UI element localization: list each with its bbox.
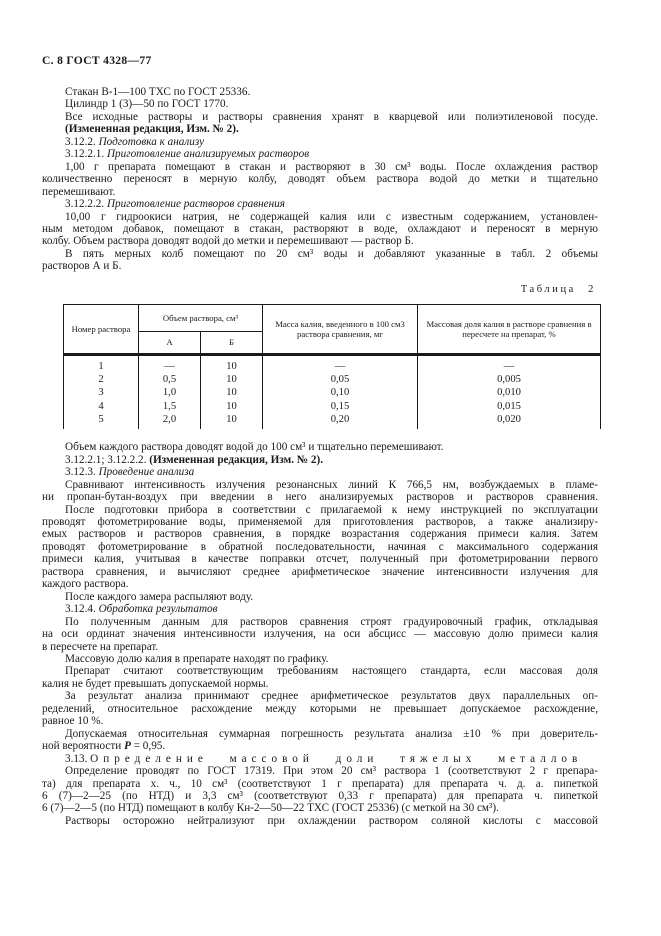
text-segment: примеси калия, учитывая в качестве поправки отсчет, полученный при фотометрировании первого xyxy=(42,553,598,566)
text-line xyxy=(42,86,598,98)
text-segment: 3.12.2.1; 3.12.2.2. xyxy=(65,453,150,466)
text-line xyxy=(42,553,598,565)
body-text xyxy=(42,86,598,827)
text-line xyxy=(42,504,598,516)
table-cell: 1,0 xyxy=(139,386,201,399)
text-line xyxy=(42,715,598,727)
text-line xyxy=(42,136,598,148)
text-line xyxy=(42,186,598,198)
table-cell: 0,5 xyxy=(139,373,201,386)
table-cell: — xyxy=(418,354,601,373)
text-segment: перемешивают. xyxy=(42,185,116,198)
text-segment: После подготовки прибора в соответствии с прилагаемой к нему инструкцией по эксплуатации xyxy=(65,503,598,516)
table-cell: 2 xyxy=(64,373,139,386)
table-2-header xyxy=(64,304,601,354)
text-segment: Р xyxy=(124,740,131,753)
text-segment: Растворы осторожно нейтрализуют при охлаждении раствором соляной кислоты с массовой xyxy=(65,814,598,827)
text-segment: ным методом добавок, помещают в стакан, растворяют в воде, охлаждают и переносят в мерную xyxy=(42,222,598,235)
table-header-cell: Номер раствора xyxy=(64,304,139,354)
text-segment: В пять мерных колб помещают по 20 см³ воды и добавляют указанные в табл. 2 объемы xyxy=(65,247,598,260)
table-cell: 0,015 xyxy=(418,400,601,413)
text-line xyxy=(42,528,598,540)
text-segment: Приготовление анализируемых растворов xyxy=(106,148,310,161)
text-segment: За результат анализа принимают среднее арифметическое результатов двух параллельных оп- xyxy=(65,690,598,703)
text-line xyxy=(42,665,598,677)
text-line xyxy=(42,260,598,272)
text-line xyxy=(42,441,598,453)
text-segment: проводят фотометрирование в обратной последовательности, начиная с максимального содержания xyxy=(42,540,598,553)
text-segment: в пересчете на препарат. xyxy=(42,640,159,653)
text-segment: Объем каждого раствора доводят водой до 100 см³ и тщательно перемешивают. xyxy=(65,441,444,454)
text-line xyxy=(42,815,598,827)
text-segment: Подготовка к анализу xyxy=(98,135,205,148)
text-line xyxy=(42,616,598,628)
text-segment: 6 (7)—2—25 (по НТД) и 3,3 см³ (соответствуют 0,33 г препарата) для препарата ч. пипеткой xyxy=(42,789,598,802)
table-header-cell: Массовая доля калия в растворе сравнения в пересчете на препарат, % xyxy=(418,304,601,354)
text-line xyxy=(42,123,598,135)
text-block-before-table xyxy=(42,86,598,273)
text-segment: Сравнивают интенсивность излучения резонансных линий К 766,5 нм, возбуждаемых в пламе- xyxy=(65,478,598,491)
table-cell: 4 xyxy=(64,400,139,413)
text-segment: Препарат считают соответствующим требованиям настоящего стандарта, если массовая доля xyxy=(65,665,598,678)
text-segment: Массовую долю калия в препарате находят по графику. xyxy=(65,652,329,665)
text-segment: ни пропан-бутан-воздух при введении в него анализируемых растворов и растворов сравнения. xyxy=(42,491,598,504)
text-segment: ределений, относительное расхождение между которыми не превышает допускаемое расхождение, xyxy=(42,702,598,715)
text-segment: 3.13. xyxy=(65,752,91,765)
table-caption: Таблица 2 xyxy=(520,283,596,295)
text-segment: Определение проводят по ГОСТ 17319. При этом 20 см³ раствора 1 (соответствуют 2 г препара- xyxy=(65,765,598,778)
table-cell: 0,010 xyxy=(418,386,601,399)
text-segment: 3.12.3. xyxy=(65,466,99,479)
table-cell: 0,20 xyxy=(263,413,418,429)
text-segment: Цилиндр 1 (3)—50 по ГОСТ 1770. xyxy=(65,98,229,111)
text-segment: 6 (7)—2—5 (по НТД) помещают в колбу Кн-2—50—22 ТХС (ГОСТ 25336) (с меткой на 30 см³). xyxy=(42,802,499,815)
table-header-cell: Б xyxy=(201,331,263,354)
table-cell: 5 xyxy=(64,413,139,429)
text-line xyxy=(42,778,598,790)
text-segment: 1,00 г препарата помещают в стакан и растворяют в 30 см³ воды. После охлаждения раствор xyxy=(65,160,598,173)
table-cell: — xyxy=(263,354,418,373)
table-row xyxy=(64,354,601,373)
text-line xyxy=(42,578,598,590)
table-cell: 0,005 xyxy=(418,373,601,386)
text-segment: = 0,95. xyxy=(130,740,166,753)
text-segment: Обработка результатов xyxy=(98,603,218,616)
table-cell: 10 xyxy=(201,400,263,413)
table-cell: 0,05 xyxy=(263,373,418,386)
table-cell: 0,020 xyxy=(418,413,601,429)
table-cell: 10 xyxy=(201,413,263,429)
text-segment: 10,00 г гидроокиси натрия, не содержащей калия или с известным содержанием, установлен- xyxy=(65,210,598,223)
text-segment: После каждого замера распыляют воду. xyxy=(65,590,254,603)
table-cell: 3 xyxy=(64,386,139,399)
table-row xyxy=(64,373,601,386)
table-cell: 0,15 xyxy=(263,400,418,413)
text-line xyxy=(42,591,598,603)
text-line xyxy=(42,454,598,466)
text-segment: 3.12.2.2. xyxy=(65,198,107,211)
text-line xyxy=(42,653,598,665)
text-segment: на оси ординат значения интенсивности излучения, на оси абсцисс — массовую долю примеси калия xyxy=(42,628,598,641)
text-line xyxy=(42,728,598,740)
table-2 xyxy=(63,304,601,429)
text-segment: 3.12.4. xyxy=(65,603,99,616)
table-cell: 10 xyxy=(201,373,263,386)
text-segment: емых растворов и растворов сравнения, в порядке возрастания содержания примеси калия. Затем xyxy=(42,528,598,541)
text-line xyxy=(42,641,598,653)
text-segment: количественно переносят в мерную колбу, доводят объем раствора водой до метки и тщательно xyxy=(42,173,598,186)
table-cell: 10 xyxy=(201,354,263,373)
text-segment: раствора сравнения, и вычисляют среднее арифметическое значение интенсивности излучения для xyxy=(42,565,598,578)
text-line xyxy=(42,678,598,690)
text-block-after-table xyxy=(42,441,598,827)
text-line xyxy=(42,740,598,752)
text-segment: Определение массовой доли тяжелых металлов xyxy=(90,752,583,765)
text-segment: Все исходные растворы и растворы сравнения хранят в кварцевой или полиэтиленовой посуде. xyxy=(65,110,598,123)
text-line xyxy=(42,466,598,478)
text-segment: растворов А и Б. xyxy=(42,260,122,273)
text-segment: калия не будет превышать допускаемой нормы. xyxy=(42,677,269,690)
text-line xyxy=(42,765,598,777)
text-line xyxy=(42,211,598,223)
text-line xyxy=(42,148,598,160)
table-2-body xyxy=(64,354,601,429)
table-cell: 2,0 xyxy=(139,413,201,429)
text-line xyxy=(42,98,598,110)
text-segment: Стакан В-1—100 ТХС по ГОСТ 25336. xyxy=(65,86,251,98)
text-line xyxy=(42,111,598,123)
text-segment: ной вероятности xyxy=(42,740,125,753)
table-cell: 0,10 xyxy=(263,386,418,399)
table-row xyxy=(64,413,601,429)
text-line xyxy=(42,541,598,553)
text-segment: По полученным данным для растворов сравнения строят градуировочный график, откладывая xyxy=(65,615,598,628)
page-header: С. 8 ГОСТ 4328—77 xyxy=(42,54,152,67)
text-segment: 3.12.2. xyxy=(65,135,99,148)
text-segment: колбу. Объем раствора доводят водой до метки и перемешивают — раствор Б. xyxy=(42,235,414,248)
text-line xyxy=(42,703,598,715)
text-segment: Допускаемая относительная суммарная погрешность результата анализа ±10 % при доверитель- xyxy=(65,727,598,740)
table-row xyxy=(64,400,601,413)
text-line xyxy=(42,173,598,185)
text-line xyxy=(42,753,598,765)
text-line xyxy=(42,628,598,640)
text-segment: 3.12.2.1. xyxy=(65,148,107,161)
table-header-cell: А xyxy=(139,331,201,354)
text-line xyxy=(42,690,598,702)
text-line xyxy=(42,790,598,802)
text-segment: каждого раствора. xyxy=(42,578,129,591)
text-line xyxy=(42,516,598,528)
text-segment: (Измененная редакция, Изм. № 2). xyxy=(65,123,239,136)
text-line xyxy=(42,566,598,578)
table-cell: 1 xyxy=(64,354,139,373)
text-segment: (Измененная редакция, Изм. № 2). xyxy=(149,453,324,466)
text-segment: проводят фотометрирование воды, применяемой для приготовления растворов, а также анализиру- xyxy=(42,516,598,528)
text-segment: та) для препарата х. ч., 10 см³ (соответствуют 1 г препарата) для препарата ч. д. а. пипеткой xyxy=(42,777,598,790)
text-segment: равное 10 %. xyxy=(42,715,104,728)
table-cell: 10 xyxy=(201,386,263,399)
table-row xyxy=(64,386,601,399)
table-header-cell: Объем раствора, см³ xyxy=(139,304,263,331)
text-line xyxy=(42,235,598,247)
text-line xyxy=(42,248,598,260)
text-line xyxy=(42,802,598,814)
text-line xyxy=(42,491,598,503)
table-header-cell: Масса калия, введенного в 100 см3 раствора сравнения, мг xyxy=(263,304,418,354)
text-line xyxy=(42,479,598,491)
text-segment: Приготовление растворов сравнения xyxy=(106,198,285,211)
table-cell: — xyxy=(139,354,201,373)
text-line xyxy=(42,198,598,210)
text-segment: Проведение анализа xyxy=(98,466,195,479)
text-line xyxy=(42,603,598,615)
text-line xyxy=(42,223,598,235)
text-line xyxy=(42,161,598,173)
table-cell: 1,5 xyxy=(139,400,201,413)
